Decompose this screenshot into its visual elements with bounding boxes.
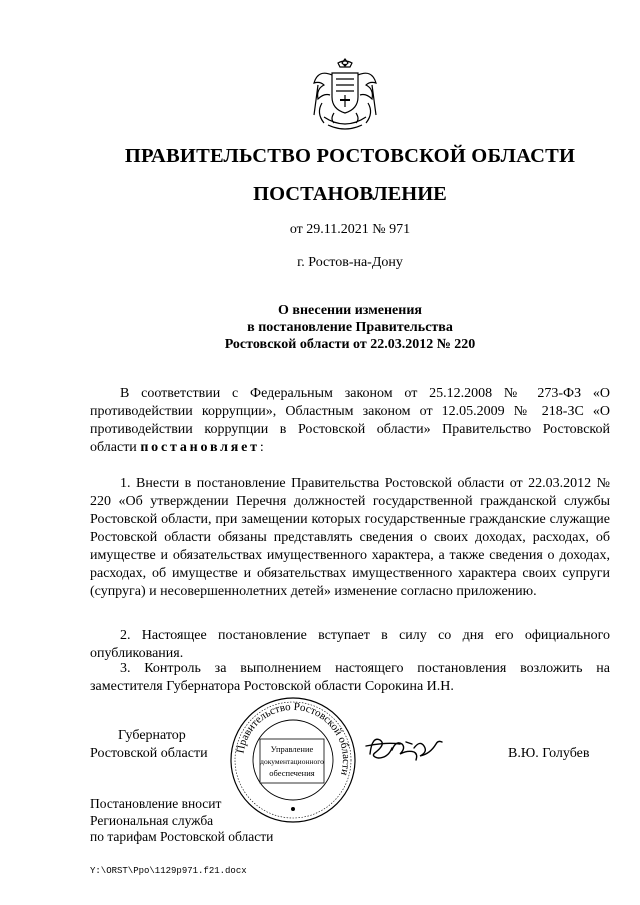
coat-of-arms-icon <box>308 55 382 135</box>
stamp-ring-text: Правительство Ростовской области <box>234 700 353 777</box>
submitted-by-line: по тарифам Ростовской области <box>90 829 274 844</box>
document-city: г. Ростов-на-Дону <box>297 255 403 270</box>
document-type: ПОСТАНОВЛЕНИЕ <box>253 183 447 205</box>
file-path-footer: Y:\ORST\Ppo\1129p971.f21.docx <box>90 866 247 876</box>
decree-word: постановляет <box>140 440 260 455</box>
submitted-by-block <box>90 796 273 846</box>
submitted-by-line: Региональная служба <box>90 812 214 828</box>
clause-3-paragraph: 3. Контроль за выполнением настоящего постановления возложить на заместителя Губернатора Ростовской области Сорокина И.Н. <box>90 661 610 694</box>
subject-line: в постановление Правительства <box>247 320 453 335</box>
signatory-name: В.Ю. Голубев <box>508 746 590 761</box>
subject-line: Ростовской области от 22.03.2012 № 220 <box>224 337 476 352</box>
handwritten-signature-icon <box>362 728 492 768</box>
stamp-line: документационного <box>260 757 324 766</box>
document-subject <box>90 302 610 353</box>
preamble-paragraph <box>90 385 610 457</box>
submitted-by-line: Постановление вносит <box>90 796 222 811</box>
subject-line: О внесении изменения <box>278 303 422 318</box>
stamp-line: Управление <box>270 744 314 754</box>
signatory-region: Ростовской области <box>90 746 208 761</box>
signatory-title: Губернатор <box>118 728 186 743</box>
preamble-text: В соответствии с Федеральным законом от 25.12.2008 № 273-ФЗ «О противодействии коррупции», Областным законом от 12.05.2009 № 218-ЗС «О противодействии коррупции в Ростовской области» Правительство Ростовской области <box>90 386 610 455</box>
stamp-line: обеспечения <box>269 768 315 778</box>
clause-1-paragraph: 1. Внести в постановление Правительства Ростовской области от 22.03.2012 № 220 «Об утверждении Перечня должностей государственной гражданской службы Ростовской области, при замещении которых государственные гражданские служащие Ростовской области обязаны представлять сведения о своих доходах, расходах, об имуществе и обязательствах имущественного характера, а также сведения о доходах, расходах, об имуществе и обязательствах имущественного характера своих супруги (супруга) и несовершеннолетних детей» изменение согласно приложению. <box>90 476 610 599</box>
organization-title: ПРАВИТЕЛЬСТВО РОСТОВСКОЙ ОБЛАСТИ <box>124 145 576 167</box>
document-date-number: от 29.11.2021 № 971 <box>289 222 411 237</box>
clause-2-paragraph: 2. Настоящее постановление вступает в силу со дня его официального опубликования. <box>90 628 610 661</box>
decree-colon: : <box>259 440 264 455</box>
